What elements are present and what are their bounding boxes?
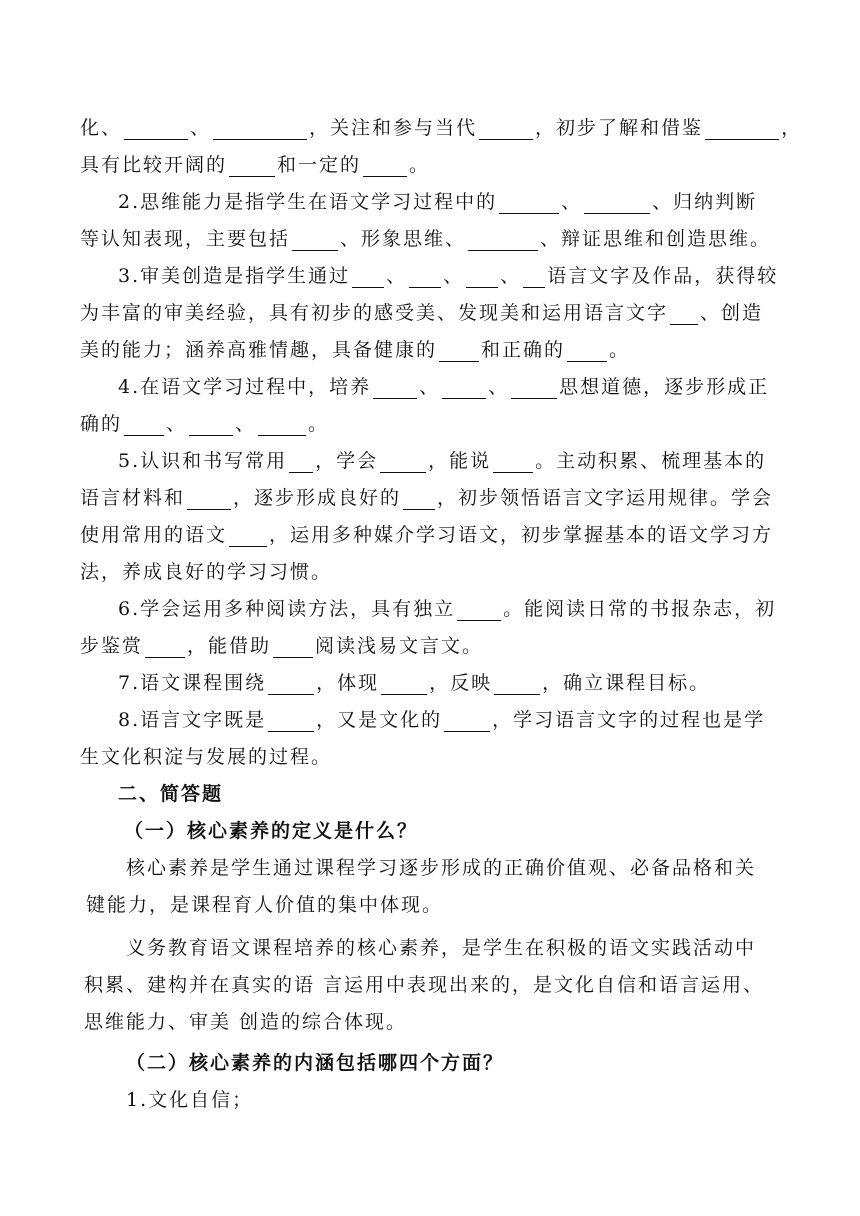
text: ，反映	[429, 672, 493, 694]
text: 步鉴赏	[80, 635, 144, 657]
fill-blank	[213, 115, 307, 140]
text: 、	[488, 376, 510, 398]
section-heading	[80, 776, 780, 813]
fill-blank	[670, 300, 698, 325]
text: 、	[166, 413, 188, 435]
text: ，学会	[315, 450, 379, 472]
p5-line2	[80, 480, 780, 517]
text: ，又是文化的	[316, 709, 443, 731]
text: 阅读浅易文言文。	[315, 635, 484, 657]
fill-blank	[444, 707, 490, 732]
text: ，确立课程目标。	[542, 672, 711, 694]
question-2-title	[80, 1045, 780, 1082]
p8-line1	[80, 702, 780, 739]
fill-blank	[705, 115, 779, 140]
fill-blank	[523, 263, 545, 288]
fill-blank	[567, 337, 607, 362]
p5-line4	[80, 554, 780, 591]
p6-line2	[80, 628, 780, 665]
fill-blank	[494, 670, 540, 695]
text: ，初步领悟语言文字运用规律。学会	[437, 487, 774, 509]
text: 、	[500, 265, 522, 287]
text: 语言材料和	[80, 487, 186, 509]
text: ，学习语言文字的过程也是学	[492, 709, 766, 731]
text: ，能借助	[187, 635, 272, 657]
text: 1.文化自信；	[126, 1089, 254, 1111]
fill-blank	[499, 189, 559, 214]
text: 4.在语文学习过程中，培养	[118, 376, 372, 398]
text: ，运用多种媒介学习语文，初步掌握基本的语文学习方	[269, 524, 774, 546]
fill-blank	[229, 522, 267, 547]
text: 键能力，是课程育人价值的集中体现。	[86, 894, 444, 916]
fill-blank	[187, 485, 231, 510]
text: 2.思维能力是指学生在语文学习过程中的	[118, 191, 498, 213]
text: 思想道德，逐步形成正	[559, 376, 770, 398]
fill-blank	[145, 633, 185, 658]
text: 。主动积累、梳理基本的	[535, 450, 767, 472]
text: 。	[308, 413, 330, 435]
text: 、	[386, 265, 408, 287]
p2-line2	[80, 221, 780, 258]
fill-blank	[292, 226, 338, 251]
fill-blank	[273, 633, 313, 658]
fill-blank	[511, 374, 557, 399]
fill-blank	[380, 448, 426, 473]
question-1-title	[80, 813, 780, 850]
text: 、	[235, 413, 257, 435]
text: 3.审美创造是指学生通过	[118, 265, 351, 287]
fill-blank	[124, 411, 164, 436]
answer-item-1	[80, 1082, 780, 1119]
p3-line3	[80, 332, 780, 369]
text: 美的能力；涵养高雅情趣，具备健康的	[80, 339, 438, 361]
p5-line1	[80, 443, 780, 480]
answer-2-line1	[80, 930, 780, 967]
text: ，初步了解和借鉴	[535, 117, 704, 139]
p7-line1	[80, 665, 780, 702]
text: ，体现	[316, 672, 380, 694]
text: 具有比较开阔的	[80, 154, 228, 176]
text: 化、	[80, 117, 123, 139]
text: ，能说	[428, 450, 492, 472]
fill-blank	[124, 115, 188, 140]
text: 。能阅读日常的书报杂志，初	[503, 598, 777, 620]
text: 法，养成良好的学习习惯。	[80, 561, 333, 583]
fill-blank	[493, 448, 533, 473]
text: 二、简答题	[118, 783, 224, 805]
text: 、归纳判断	[652, 191, 758, 213]
p3-line2	[80, 295, 780, 332]
text: 积累、建构并在真实的语 言运用中表现出来的，是文化自信和语言运用、	[84, 974, 765, 996]
p1-line2	[80, 147, 780, 184]
text: 5.认识和书写常用	[118, 450, 288, 472]
text: 思维能力、审美 创造的综合体现。	[84, 1011, 408, 1033]
text: 8.语言文字既是	[118, 709, 267, 731]
text: 、	[443, 265, 465, 287]
fill-blank	[268, 670, 314, 695]
fill-blank	[229, 152, 275, 177]
text: 7.语文课程围绕	[118, 672, 267, 694]
fill-blank	[466, 263, 498, 288]
p4-line1	[80, 369, 780, 406]
text: 和正确的	[481, 339, 566, 361]
text: 语言文字及作品，获得较	[547, 265, 779, 287]
text: 6.学会运用多种阅读方法，具有独立	[118, 598, 456, 620]
text: 。	[409, 154, 431, 176]
p8-line2	[80, 739, 780, 776]
fill-blank	[381, 670, 427, 695]
text: 使用常用的语文	[80, 524, 228, 546]
p5-line3	[80, 517, 780, 554]
p3-line1	[80, 258, 780, 295]
fill-blank	[457, 596, 501, 621]
answer-1-line1	[80, 850, 780, 887]
p1-line1	[80, 110, 803, 147]
text: 为丰富的审美经验，具有初步的感受美、发现美和运用语言文字	[80, 302, 669, 324]
fill-blank	[258, 411, 306, 436]
text: 和一定的	[277, 154, 362, 176]
text: 等认知表现，主要包括	[80, 228, 291, 250]
answer-1-line2	[80, 887, 780, 924]
fill-blank	[189, 411, 233, 436]
text: ，	[781, 117, 803, 139]
text: ，关注和参与当代	[309, 117, 478, 139]
text: （二）核心素养的内涵包括哪四个方面？	[126, 1052, 505, 1074]
text: （一）核心素养的定义是什么？	[124, 820, 419, 842]
text: ，逐步形成良好的	[233, 487, 402, 509]
fill-blank	[403, 485, 435, 510]
fill-blank	[439, 337, 479, 362]
fill-blank	[442, 374, 486, 399]
text: 。	[609, 339, 631, 361]
text: 、创造	[700, 302, 764, 324]
text: 、	[419, 376, 441, 398]
text: 生文化积淀与发展的过程。	[80, 746, 333, 768]
text: 确的	[80, 413, 123, 435]
text: 、	[561, 191, 583, 213]
fill-blank	[363, 152, 407, 177]
answer-2-line3	[80, 1004, 780, 1041]
p2-line1	[80, 184, 780, 221]
text: 、辩证思维和创造思维。	[540, 228, 772, 250]
p4-line2	[80, 406, 780, 443]
fill-blank	[352, 263, 384, 288]
fill-blank	[468, 226, 538, 251]
fill-blank	[289, 448, 313, 473]
text: 核心素养是学生通过课程学习逐步形成的正确价值观、必备品格和关	[126, 857, 757, 879]
text: 、形象思维、	[340, 228, 467, 250]
fill-blank	[584, 189, 650, 214]
p6-line1	[80, 591, 780, 628]
fill-blank	[409, 263, 441, 288]
text: 、	[190, 117, 212, 139]
fill-blank	[373, 374, 417, 399]
fill-blank	[268, 707, 314, 732]
answer-2-line2	[80, 967, 780, 1004]
text: 义务教育语文课程培养的核心素养，是学生在积极的语文实践活动中	[126, 937, 757, 959]
fill-blank	[479, 115, 533, 140]
